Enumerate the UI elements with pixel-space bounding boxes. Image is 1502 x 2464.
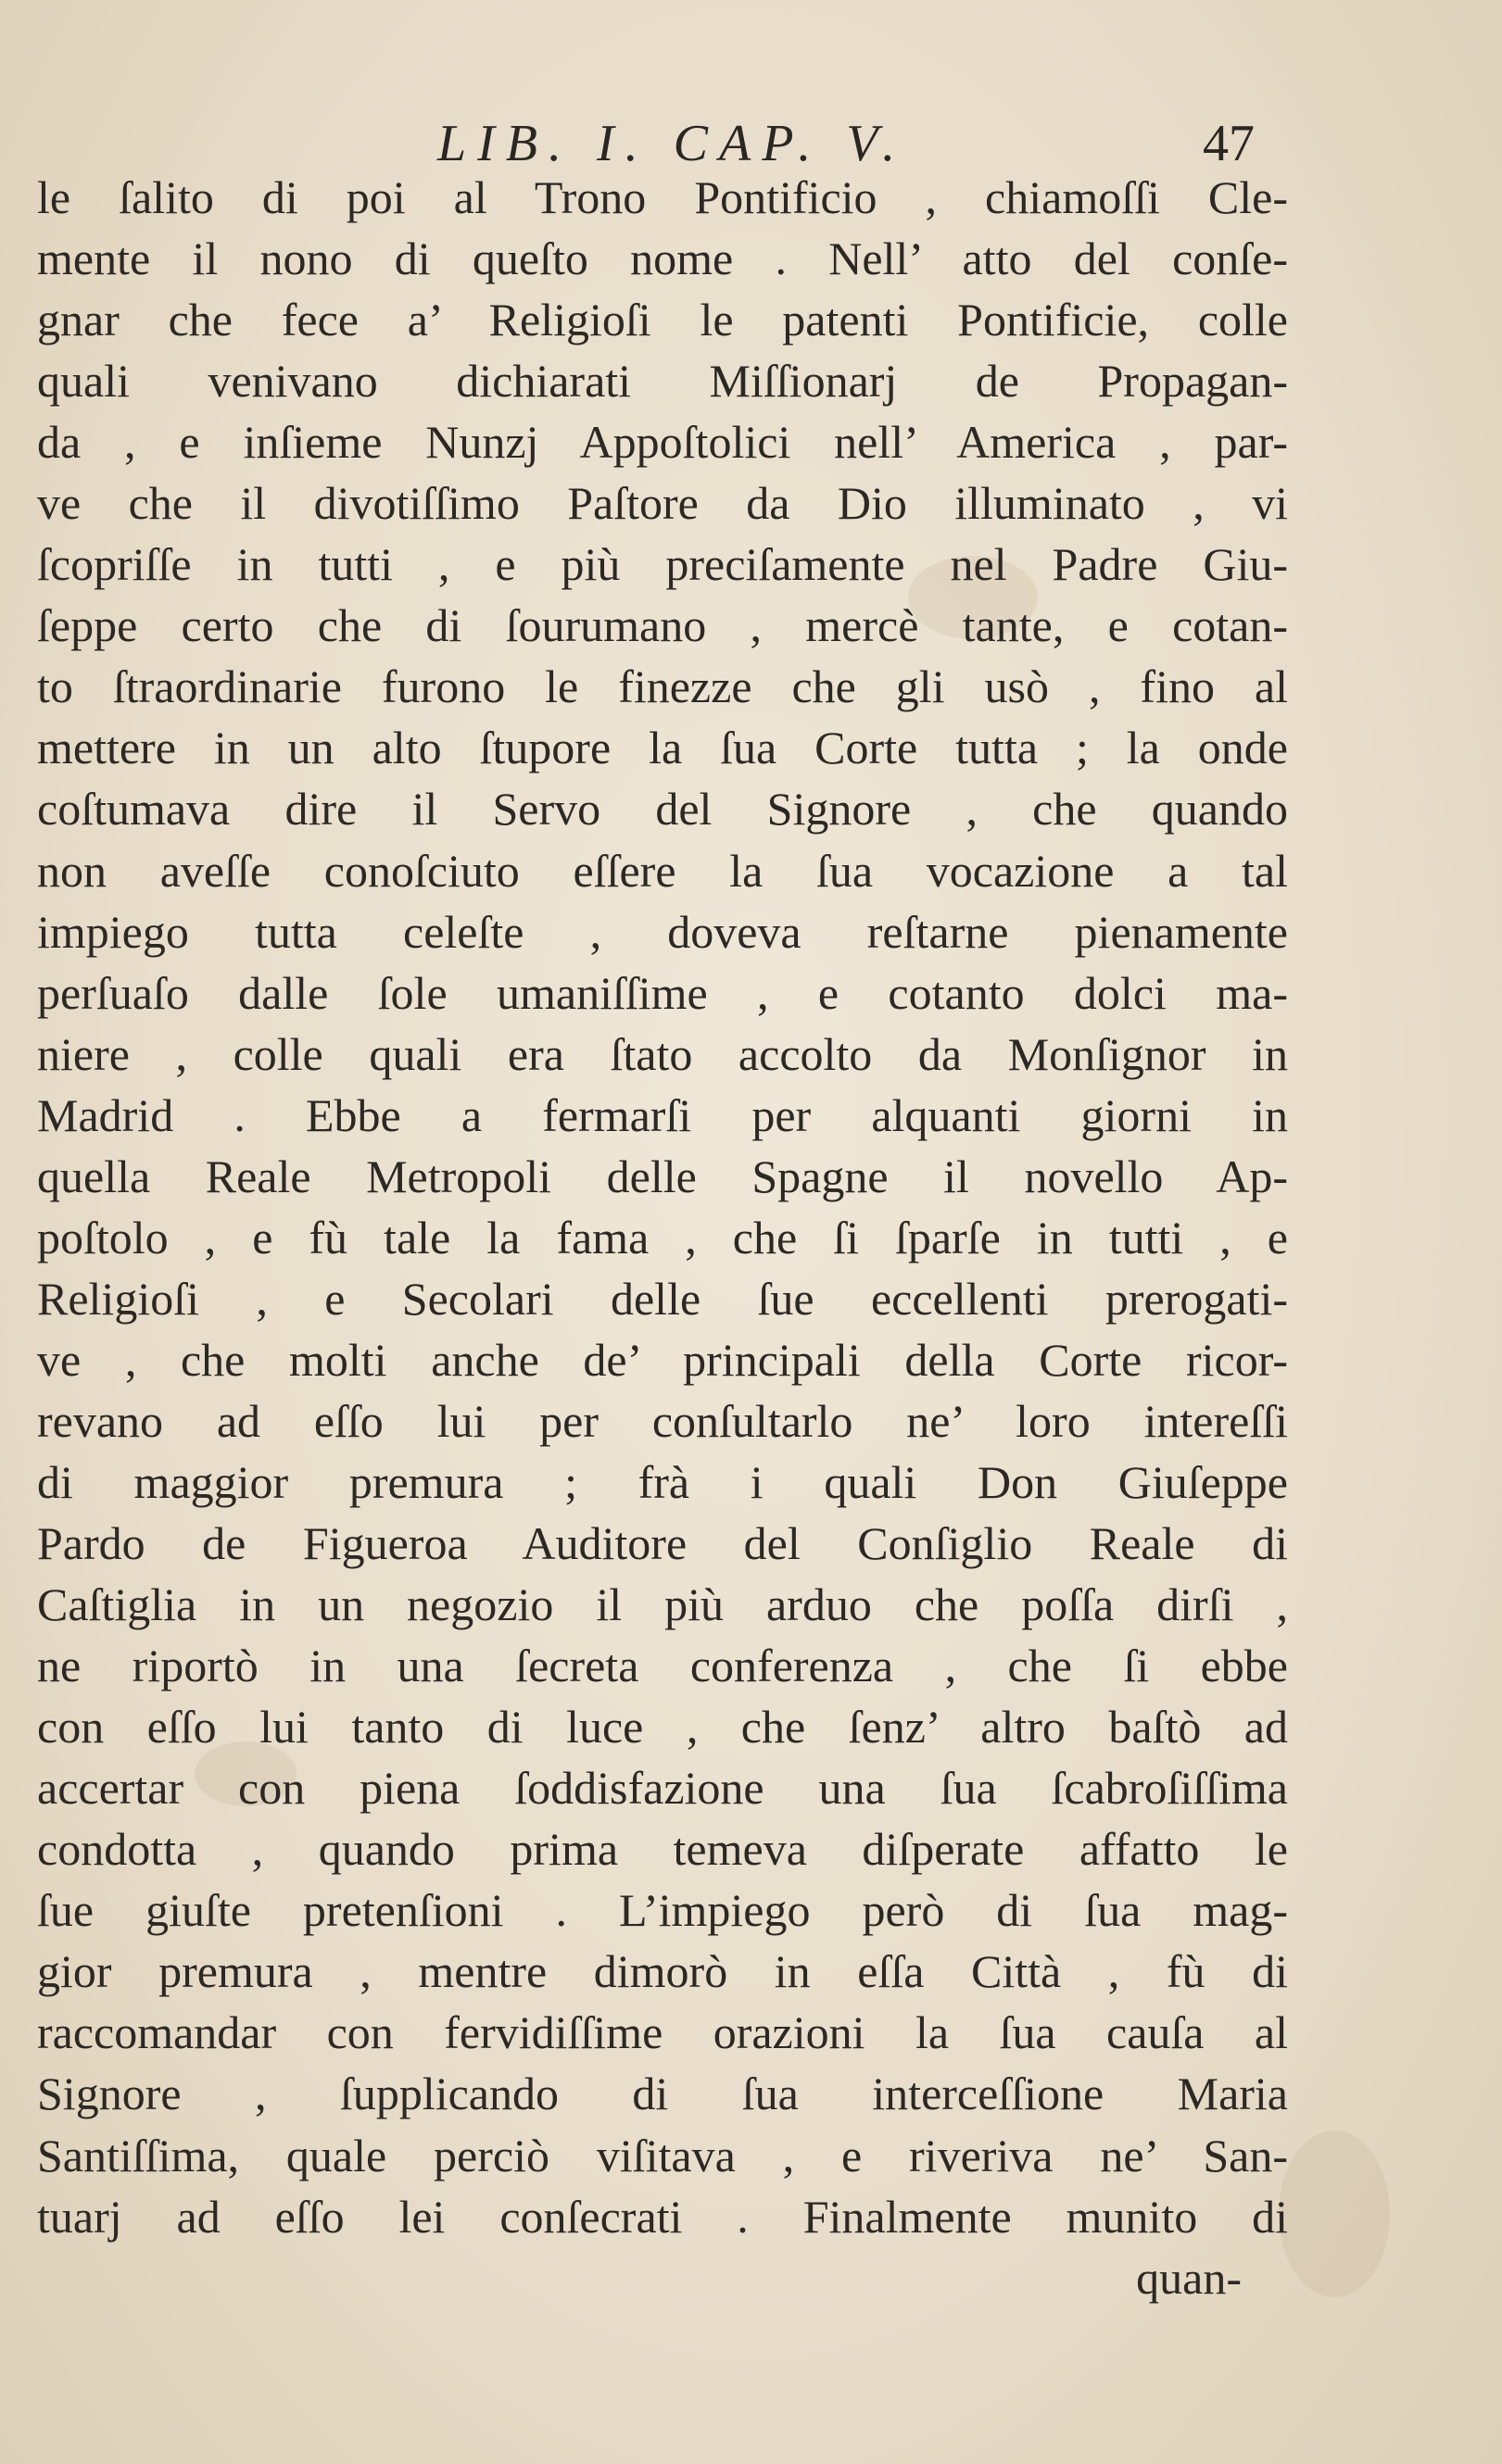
text-line: Religioſi , e Secolari delle ſue eccellenti prerogati-: [37, 1272, 1288, 1325]
text-line: non aveſſe conoſciuto eſſere la ſua vocazione a tal: [37, 844, 1288, 897]
text-line: mettere in un alto ſtupore la ſua Corte tutta ; la onde: [37, 722, 1288, 774]
text-line: Caſtiglia in un negozio il più arduo che poſſa dirſi ,: [37, 1578, 1288, 1631]
text-line: le ſalito di poi al Trono Pontificio , chiamoſſi Cle-: [37, 171, 1288, 223]
text-line: Pardo de Figueroa Auditore del Conſiglio Reale di: [37, 1517, 1288, 1570]
text-line: quella Reale Metropoli delle Spagne il novello Ap-: [37, 1150, 1288, 1202]
text-line: mente il nono di queſto nome . Nell’ atto del conſe-: [37, 233, 1288, 285]
text-line: to ſtraordinarie furono le finezze che gli usò , fino al: [37, 660, 1288, 713]
text-line: di maggior premura ; frà i quali Don Giuſeppe: [37, 1455, 1288, 1508]
catchword: quan-: [1136, 2251, 1242, 2304]
text-line: tuarj ad eſſo lei conſecrati . Finalmente munito di: [37, 2190, 1288, 2243]
text-line: coſtumava dire il Servo del Signore , che quando: [37, 783, 1288, 836]
text-line: poſtolo , e fù tale la fama , che ſi ſparſe in tutti , e: [37, 1211, 1288, 1263]
text-line: gior premura , mentre dimorò in eſſa Città , fù di: [37, 1945, 1288, 1998]
text-line: ſcopriſſe in tutti , e più preciſamente nel Padre Giu-: [37, 538, 1288, 591]
page-header: [37, 113, 1288, 174]
text-line: ne riportò in una ſecreta conferenza , che ſi ebbe: [37, 1640, 1288, 1692]
text-line: con eſſo lui tanto di luce , che ſenz’ altro baſtò ad: [37, 1701, 1288, 1754]
body-text: [37, 167, 1288, 2308]
text-line: impiego tutta celeſte , doveva reſtarne pienamente: [37, 905, 1288, 958]
text-line: gnar che fece a’ Religioſi le patenti Pontificie, colle: [37, 294, 1288, 346]
running-title: LIB. I. CAP. V.: [437, 115, 907, 172]
text-line: Signore , ſupplicando di ſua interceſſione Maria: [37, 2068, 1288, 2120]
text-line: perſuaſo dalle ſole umaniſſime , e cotanto dolci ma-: [37, 966, 1288, 1019]
text-line: ve , che molti anche de’ principali della Corte ricor-: [37, 1333, 1288, 1386]
text-line: ve che il divotiſſimo Paſtore da Dio illuminato , vi: [37, 477, 1288, 530]
text-line: ſeppe certo che di ſourumano , mercè tante, e cotan-: [37, 599, 1288, 652]
text-line: quali venivano dichiarati Miſſionarj de Propagan-: [37, 355, 1288, 408]
paper-stain: [1279, 2131, 1390, 2297]
text-line: revano ad eſſo lui per conſultarlo ne’ loro intereſſi: [37, 1394, 1288, 1447]
text-line: accertar con piena ſoddisfazione una ſua ſcabroſiſſima: [37, 1762, 1288, 1815]
text-line: Santiſſima, quale perciò viſitava , e riveriva ne’ San-: [37, 2129, 1288, 2181]
text-line: da , e inſieme Nunzj Appoſtolici nell’ America , par-: [37, 416, 1288, 469]
page-number: 47: [1203, 115, 1255, 172]
text-line: raccomandar con fervidiſſime orazioni la ſua cauſa al: [37, 2006, 1288, 2059]
text-line: condotta , quando prima temeva diſperate affatto le: [37, 1823, 1288, 1876]
text-line: niere , colle quali era ſtato accolto da Monſignor in: [37, 1027, 1288, 1080]
text-line: Madrid . Ebbe a fermarſi per alquanti giorni in: [37, 1088, 1288, 1141]
text-line: ſue giuſte pretenſioni . L’impiego però di ſua mag-: [37, 1884, 1288, 1937]
